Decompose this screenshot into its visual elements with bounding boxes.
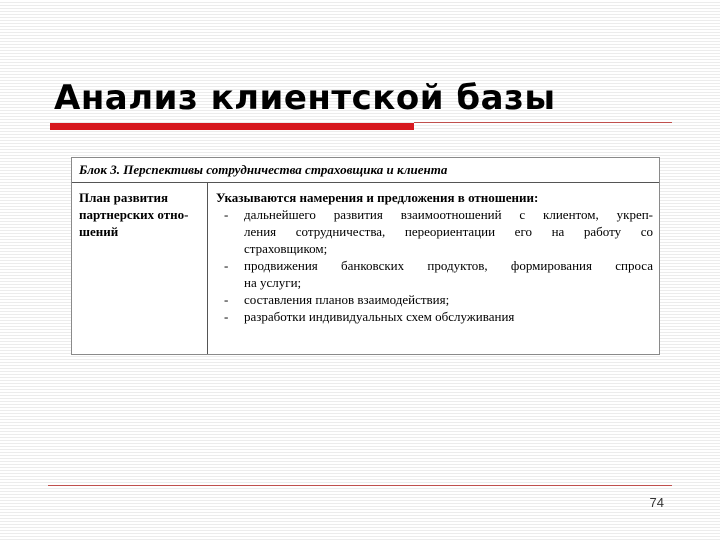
row-label-line: партнерских отно- [79,207,189,222]
list-item [216,206,653,257]
info-table [71,157,660,355]
table-row [72,183,659,354]
slide-title: Анализ клиентской базы [54,78,556,118]
list-item-line: дальнейшего развития взаимоотношений с клиентом, укреп- [244,207,653,222]
block-title: Блок 3. Перспективы сотрудничества страховщика и клиента [72,158,659,183]
list-dash: - [224,258,229,273]
footer-divider-line [48,485,672,486]
list-dash: - [224,292,229,307]
content-heading: Указываются намерения и предложения в отношении: [216,190,539,205]
list-item-line: продвижения банковских продуктов, формирования спроса [244,258,653,273]
list-dash: - [224,309,229,324]
list-item-line: страховщиком; [244,241,328,256]
title-accent-bar [50,123,414,130]
row-content-cell [208,183,659,354]
list-item-line: на услуги; [244,275,302,290]
row-label-cell [72,183,208,354]
title-divider-line [414,122,672,123]
list-item [216,291,653,308]
row-label-line: План развития [79,190,169,205]
list-item-line: разработки индивидуальных схем обслуживания [244,309,515,324]
row-label-line: шений [79,224,119,239]
list-dash: - [224,207,229,222]
list-item-line: составления планов взаимодействия; [244,292,450,307]
list-item [216,257,653,291]
page-number: 74 [649,495,664,510]
list-item-line: ления сотрудничества, переориентации его на работу со [244,224,653,239]
list-item [216,308,653,325]
